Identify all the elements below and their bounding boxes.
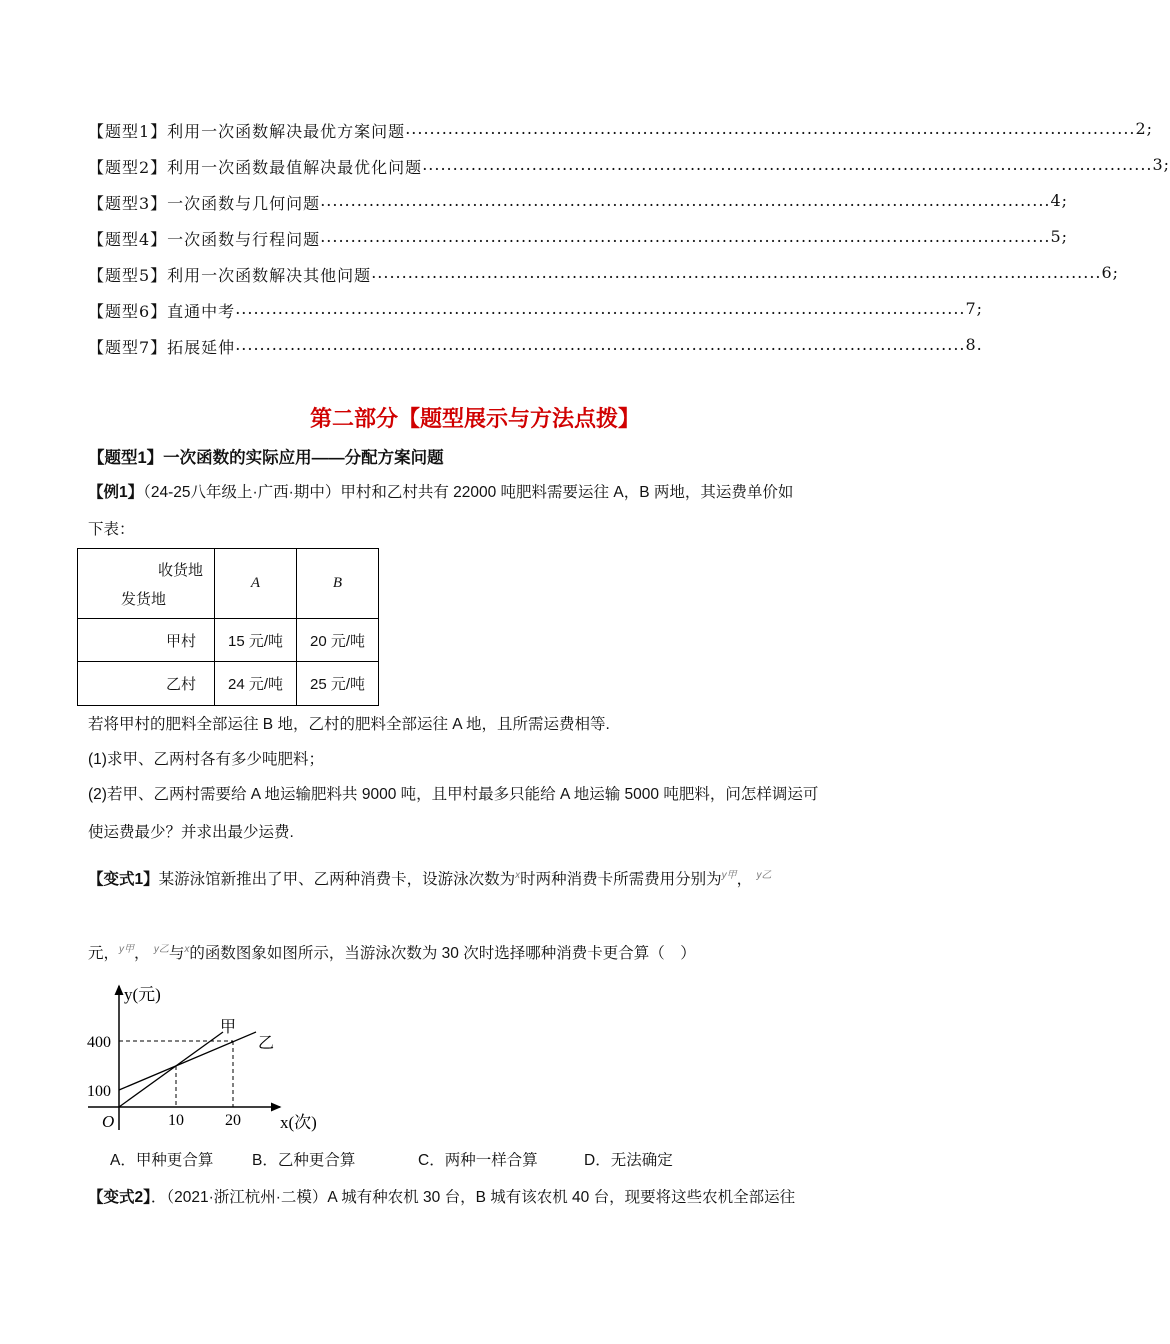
question-2: (2)若甲、乙两村需要给 A 地运输肥料共 9000 吨，且甲村最多只能给 A 地运输 5000 吨肥料，问怎样调运可 (88, 786, 819, 803)
toc-page: 2; (1135, 119, 1154, 138)
line-jia (119, 1032, 223, 1107)
toc-label: 【题型4】一次函数与行程问题 (88, 230, 321, 249)
xtick-10: 10 (168, 1112, 184, 1129)
toc-page: 6; (1101, 263, 1120, 282)
variant1-text: 时两种消费卡所需费用分别为 (520, 871, 722, 889)
y-label: y(元) (124, 985, 161, 1004)
variant1-tag: 【变式1】 (88, 871, 159, 889)
corner-cell (78, 549, 215, 619)
toc-leader (371, 263, 1101, 286)
origin-label: O (102, 1112, 115, 1131)
question-2-cont: 使运费最少？并求出最少运费. (88, 824, 294, 841)
var-y-yi: y乙 (153, 944, 169, 955)
option-b[interactable]: B．乙种更合算 (252, 1152, 356, 1169)
var-y-jia: y甲 (119, 944, 135, 955)
row-header: 乙村 (78, 662, 215, 706)
variant2-text: ．（2021·浙江杭州·二模）A 城有种农机 30 台，B 城有该农机 40 台，现要将这些农机全部运往 (150, 1189, 796, 1206)
x-label: x(次) (280, 1113, 317, 1132)
option-d[interactable]: D．无法确定 (584, 1152, 673, 1169)
var-x: x (184, 944, 190, 955)
toc-item[interactable] (88, 119, 1154, 142)
cell: 15 元/吨 (215, 619, 297, 662)
variant1-text: 的函数图象如图所示，当游泳次数为 30 次时选择哪种消费卡更合算（ ） (189, 945, 696, 963)
section-title: 第二部分【题型展示与方法点拨】 (309, 406, 640, 432)
row-header: 甲村 (78, 619, 215, 662)
freight-table (77, 548, 379, 706)
col-header: B (297, 549, 379, 619)
toc-leader (422, 155, 1152, 178)
cell: 25 元/吨 (297, 662, 379, 706)
toc-label: 【题型2】利用一次函数最值解决最优化问题 (88, 158, 423, 177)
toc-label: 【题型6】直通中考 (88, 302, 236, 321)
toc-leader (320, 191, 1050, 214)
ytick-100: 100 (87, 1083, 111, 1100)
toc-label: 【题型5】利用一次函数解决其他问题 (88, 266, 372, 285)
comma: ， (134, 945, 150, 963)
toc-leader (235, 299, 965, 322)
toc-leader (235, 335, 965, 358)
example-condition: 若将甲村的肥料全部运往 B 地，乙村的肥料全部运往 A 地，且所需运费相等. (88, 716, 610, 733)
toc-page: 3; (1152, 155, 1170, 174)
example-tag: 【例1】 (88, 484, 144, 501)
toc-item[interactable] (88, 227, 1069, 250)
var-y-jia: y甲 (721, 870, 737, 881)
header-receive: 收货地 (157, 561, 203, 579)
toc-label: 【题型7】拓展延伸 (88, 338, 236, 357)
toc-leader (320, 227, 1050, 250)
type1-heading: 【题型1】一次函数的实际应用——分配方案问题 (88, 449, 444, 467)
toc-item[interactable] (88, 191, 1069, 214)
toc-item[interactable] (88, 335, 983, 358)
variant2-tag: 【变式2】 (88, 1189, 151, 1206)
xtick-20: 20 (225, 1112, 241, 1129)
example-text-2: 下表： (88, 521, 135, 538)
toc-page: 7; (965, 299, 984, 318)
label-jia: 甲 (220, 1019, 237, 1036)
toc-leader (405, 119, 1135, 142)
example-text: （24-25八年级上·广西·期中）甲村和乙村共有 22000 吨肥料需要运往 A，B 两地，其运费单价如 (143, 484, 794, 501)
variant1-text: 某游泳馆新推出了甲、乙两种消费卡，设游泳次数为 (158, 871, 516, 889)
col-header: A (215, 549, 297, 619)
cell: 24 元/吨 (215, 662, 297, 706)
question-1: (1)求甲、乙两村各有多少吨肥料； (88, 751, 324, 768)
toc-label: 【题型3】一次函数与几何问题 (88, 194, 321, 213)
toc-page: 5; (1050, 227, 1069, 246)
option-c[interactable]: C．两种一样合算 (418, 1152, 538, 1169)
toc-label: 【题型1】利用一次函数解决最优方案问题 (88, 122, 406, 141)
variant1-text: 与 (168, 945, 185, 963)
variant1-text: 元， (88, 945, 120, 963)
cell: 20 元/吨 (297, 619, 379, 662)
toc-item[interactable] (88, 263, 1120, 286)
option-a[interactable]: A．甲种更合算 (110, 1152, 214, 1169)
function-graph (80, 980, 317, 1140)
toc-page: 4; (1050, 191, 1069, 210)
toc-item[interactable] (88, 299, 984, 322)
header-send: 发货地 (121, 590, 167, 608)
ytick-400: 400 (87, 1034, 111, 1051)
toc-item[interactable] (88, 155, 1170, 178)
line-yi (119, 1032, 256, 1090)
var-x: x (515, 870, 521, 881)
toc-page: 8. (965, 335, 983, 354)
var-y-yi: y乙 (756, 870, 772, 881)
comma: ， (736, 871, 753, 889)
label-yi: 乙 (258, 1035, 275, 1052)
